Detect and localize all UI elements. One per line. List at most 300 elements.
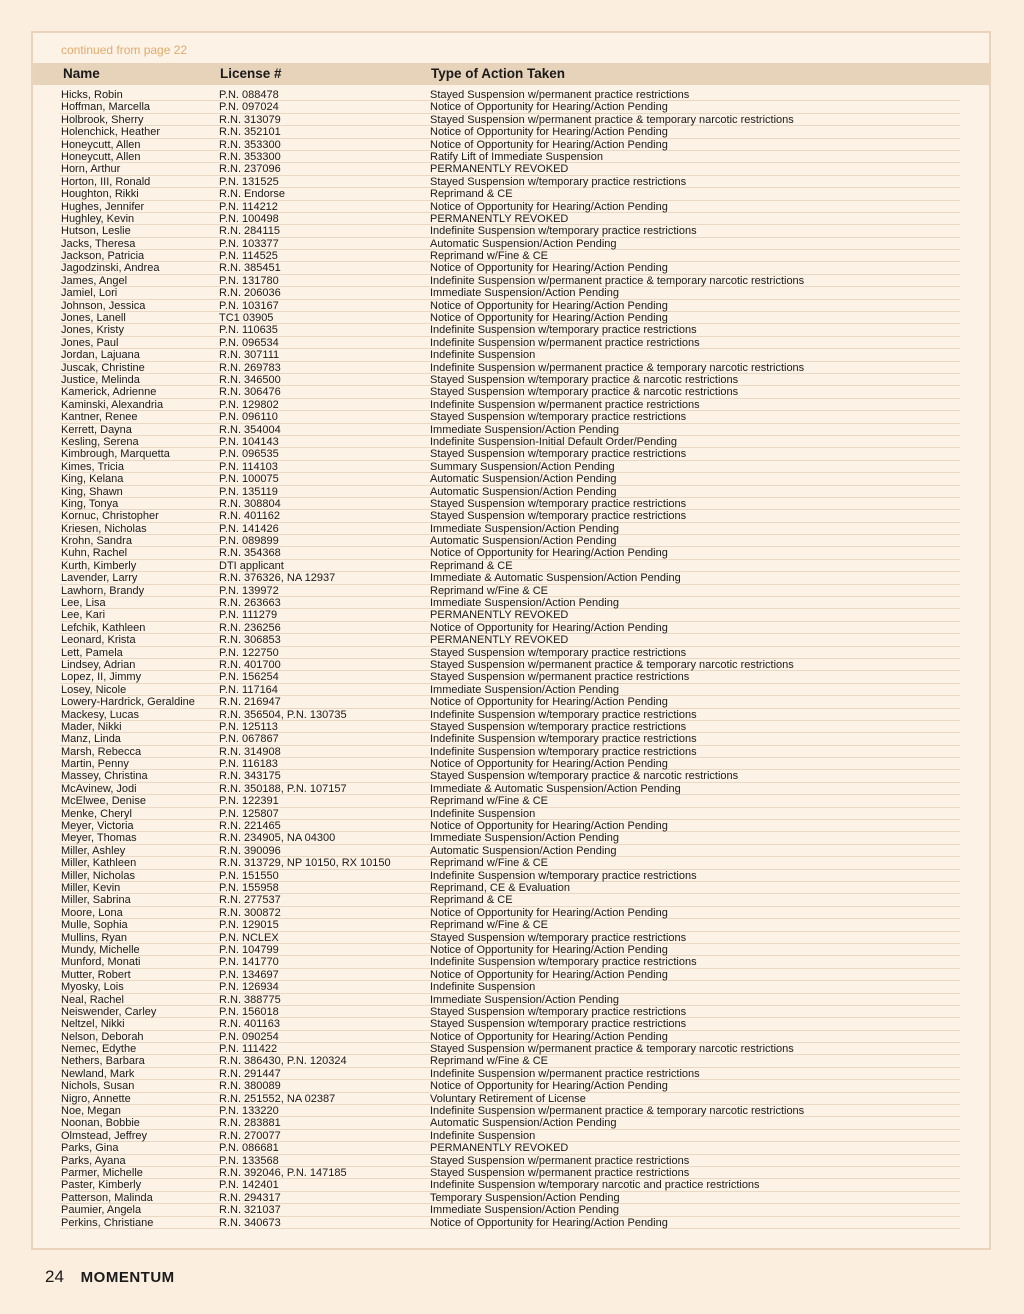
row-license: P.N. 131525 bbox=[219, 175, 279, 188]
row-action: Stayed Suspension w/temporary practice restrictions bbox=[430, 931, 687, 944]
row-license: R.N. 353300 bbox=[219, 150, 281, 163]
table-row bbox=[60, 461, 960, 473]
row-name: Miller, Ashley bbox=[61, 844, 126, 857]
row-name: Jagodzinski, Andrea bbox=[61, 262, 160, 275]
row-license: P.N. 114103 bbox=[219, 460, 278, 473]
table-row bbox=[60, 473, 960, 485]
row-license: P.N. 139972 bbox=[219, 584, 279, 597]
row-action: Indefinite Suspension w/permanent practice & temporary narcotic restrictions bbox=[430, 1105, 805, 1118]
row-name: Lee, Kari bbox=[61, 609, 106, 622]
row-action: Notice of Opportunity for Hearing/Action Pending bbox=[430, 547, 668, 560]
row-license: R.N. 237096 bbox=[219, 163, 281, 176]
row-license: P.N. 103167 bbox=[219, 299, 279, 312]
table-row bbox=[60, 894, 960, 906]
row-action: Stayed Suspension w/permanent practice & temporary narcotic restrictions bbox=[430, 658, 794, 671]
row-action: Immediate Suspension/Action Pending bbox=[430, 993, 619, 1006]
row-license: P.N. 125807 bbox=[219, 807, 279, 820]
row-name: Honeycutt, Allen bbox=[61, 138, 141, 151]
table-row bbox=[60, 696, 960, 708]
row-name: Mader, Nikki bbox=[61, 720, 122, 733]
row-license: P.N. 114212 bbox=[219, 200, 278, 213]
row-name: Parks, Ayana bbox=[61, 1154, 126, 1167]
row-action: Reprimand w/Fine & CE bbox=[430, 857, 548, 870]
row-action: Summary Suspension/Action Pending bbox=[430, 460, 615, 473]
table-row bbox=[60, 399, 960, 411]
table-row bbox=[60, 684, 960, 696]
table-row bbox=[60, 1080, 960, 1092]
row-name: Miller, Kevin bbox=[61, 882, 121, 894]
row-name: Miller, Kathleen bbox=[61, 857, 137, 870]
table-row bbox=[60, 1043, 960, 1055]
row-name: Neiswender, Carley bbox=[61, 1005, 157, 1018]
row-action: Indefinite Suspension bbox=[430, 1129, 536, 1142]
row-license: R.N. 385451 bbox=[219, 262, 281, 275]
row-action: Notice of Opportunity for Hearing/Action Pending bbox=[430, 299, 668, 312]
row-license: P.N. 133568 bbox=[219, 1154, 279, 1167]
row-license: R.N. 234905, NA 04300 bbox=[219, 832, 336, 845]
row-action: Immediate & Automatic Suspension/Action Pending bbox=[430, 572, 681, 585]
row-action: Immediate Suspension/Action Pending bbox=[430, 832, 619, 845]
row-license: P.N. 114525 bbox=[219, 250, 278, 263]
row-name: Paumier, Angela bbox=[61, 1204, 142, 1217]
row-name: Neal, Rachel bbox=[61, 993, 124, 1006]
row-action: Indefinite Suspension w/permanent practice & temporary narcotic restrictions bbox=[430, 274, 805, 287]
table-row bbox=[60, 262, 960, 274]
table-row bbox=[60, 820, 960, 832]
row-license: R.N. 306476 bbox=[219, 386, 281, 399]
row-license: R.N. 216947 bbox=[219, 696, 281, 709]
row-name: Martin, Penny bbox=[61, 758, 129, 771]
row-name: Holbrook, Sherry bbox=[61, 113, 144, 126]
table-row bbox=[60, 374, 960, 386]
row-license: R.N. 313729, NP 10150, RX 10150 bbox=[219, 857, 391, 870]
row-license: R.N. 350188, P.N. 107157 bbox=[219, 782, 347, 795]
row-license: P.N. 155958 bbox=[219, 882, 279, 894]
table-row bbox=[60, 238, 960, 250]
table-row bbox=[60, 857, 960, 869]
table-row bbox=[60, 176, 960, 188]
row-action: Notice of Opportunity for Hearing/Action Pending bbox=[430, 758, 668, 771]
row-action: Immediate & Automatic Suspension/Action Pending bbox=[430, 782, 681, 795]
table-row bbox=[60, 832, 960, 844]
row-license: R.N. 291447 bbox=[219, 1067, 281, 1080]
row-name: Lefchik, Kathleen bbox=[61, 621, 146, 634]
table-row bbox=[60, 882, 960, 894]
row-license: P.N. 090254 bbox=[219, 1030, 279, 1043]
row-action: Notice of Opportunity for Hearing/Action Pending bbox=[430, 1030, 668, 1043]
row-name: Moore, Lona bbox=[61, 906, 123, 919]
row-action: Stayed Suspension w/temporary practice & narcotic restrictions bbox=[430, 770, 739, 783]
table-header bbox=[33, 63, 989, 85]
row-license: P.N. 103377 bbox=[219, 237, 279, 250]
row-license: P.N. 133220 bbox=[219, 1105, 279, 1118]
row-name: Kimbrough, Marquetta bbox=[61, 448, 170, 461]
table-row bbox=[60, 597, 960, 609]
row-action: Immediate Suspension/Action Pending bbox=[430, 423, 619, 436]
row-license: R.N. 352101 bbox=[219, 126, 281, 139]
row-name: Mundy, Michelle bbox=[61, 943, 140, 956]
row-license: R.N. 300872 bbox=[219, 906, 281, 919]
table-row bbox=[60, 1217, 960, 1229]
row-name: Lett, Pamela bbox=[61, 646, 123, 659]
row-name: Meyer, Thomas bbox=[61, 832, 137, 845]
table-row bbox=[60, 1018, 960, 1030]
row-name: Nemec, Edythe bbox=[61, 1043, 137, 1056]
row-name: Jacks, Theresa bbox=[61, 237, 136, 250]
row-name: Leonard, Krista bbox=[61, 634, 136, 647]
row-name: Marsh, Rebecca bbox=[61, 745, 142, 758]
row-action: Indefinite Suspension w/permanent practice restrictions bbox=[430, 336, 700, 349]
row-license: R.N. 314908 bbox=[219, 745, 281, 758]
table-row bbox=[60, 770, 960, 782]
table-row bbox=[60, 275, 960, 287]
row-action: Stayed Suspension w/temporary practice restrictions bbox=[430, 1018, 687, 1031]
table-row bbox=[60, 981, 960, 993]
row-action: Notice of Opportunity for Hearing/Action Pending bbox=[430, 1216, 668, 1229]
row-name: Lawhorn, Brandy bbox=[61, 584, 145, 597]
table-row bbox=[60, 932, 960, 944]
table-row bbox=[60, 969, 960, 981]
row-action: Indefinite Suspension w/temporary narcotic and practice restrictions bbox=[430, 1179, 760, 1192]
table-row bbox=[60, 300, 960, 312]
table-row bbox=[60, 572, 960, 584]
row-action: PERMANENTLY REVOKED bbox=[430, 609, 569, 622]
page-footer bbox=[45, 1267, 175, 1287]
row-action: Automatic Suspension/Action Pending bbox=[430, 473, 617, 486]
row-name: Menke, Cheryl bbox=[61, 807, 132, 820]
row-name: Nigro, Annette bbox=[61, 1092, 131, 1105]
table-row bbox=[60, 201, 960, 213]
row-license: R.N. 284115 bbox=[219, 225, 280, 238]
row-name: Munford, Monati bbox=[61, 956, 141, 969]
content-frame bbox=[31, 31, 991, 1250]
table-row bbox=[60, 1006, 960, 1018]
row-name: Meyer, Victoria bbox=[61, 820, 134, 833]
row-license: R.N. 388775 bbox=[219, 993, 281, 1006]
row-license: R.N. 376326, NA 12937 bbox=[219, 572, 336, 585]
row-name: Kerrett, Dayna bbox=[61, 423, 132, 436]
table-row bbox=[60, 151, 960, 163]
table-row bbox=[60, 1179, 960, 1191]
table-row bbox=[60, 498, 960, 510]
table-row bbox=[60, 709, 960, 721]
row-license: P.N. 122750 bbox=[219, 646, 279, 659]
column-header-license: License # bbox=[220, 66, 282, 81]
row-action: Indefinite Suspension w/temporary practice restrictions bbox=[430, 708, 697, 721]
row-action: Indefinite Suspension w/temporary practice restrictions bbox=[430, 956, 697, 969]
row-action: Immediate Suspension/Action Pending bbox=[430, 522, 619, 535]
row-name: Nelson, Deborah bbox=[61, 1030, 144, 1043]
magazine-name: MOMENTUM bbox=[80, 1269, 175, 1286]
row-action: PERMANENTLY REVOKED bbox=[430, 1142, 569, 1155]
row-license: R.N. 354004 bbox=[219, 423, 281, 436]
row-license: R.N. 354368 bbox=[219, 547, 281, 560]
row-license: R.N. 401163 bbox=[219, 1018, 280, 1031]
row-action: Stayed Suspension w/permanent practice restrictions bbox=[430, 671, 690, 684]
row-action: Indefinite Suspension w/temporary practice restrictions bbox=[430, 869, 697, 882]
row-name: McAvinew, Jodi bbox=[61, 782, 137, 795]
row-name: Kriesen, Nicholas bbox=[61, 522, 147, 535]
row-action: Stayed Suspension w/temporary practice restrictions bbox=[430, 175, 687, 188]
row-action: Indefinite Suspension w/temporary practice restrictions bbox=[430, 745, 697, 758]
row-action: Indefinite Suspension bbox=[430, 981, 536, 994]
row-action: Automatic Suspension/Action Pending bbox=[430, 844, 617, 857]
row-name: Hoffman, Marcella bbox=[61, 101, 151, 114]
row-action: Stayed Suspension w/temporary practice restrictions bbox=[430, 1005, 687, 1018]
row-action: Indefinite Suspension bbox=[430, 349, 536, 362]
row-name: King, Kelana bbox=[61, 473, 124, 486]
table-row bbox=[60, 1192, 960, 1204]
table-row bbox=[60, 907, 960, 919]
column-header-action: Type of Action Taken bbox=[431, 66, 566, 81]
table-row bbox=[60, 994, 960, 1006]
row-action: Reprimand w/Fine & CE bbox=[430, 250, 548, 263]
row-license: P.N. 089899 bbox=[219, 535, 279, 548]
row-action: Ratify Lift of Immediate Suspension bbox=[430, 150, 604, 163]
table-row bbox=[60, 1155, 960, 1167]
row-action: Automatic Suspension/Action Pending bbox=[430, 535, 617, 548]
row-license: R.N. 313079 bbox=[219, 113, 281, 126]
row-license: P.N. 131780 bbox=[219, 274, 279, 287]
row-action: Stayed Suspension w/permanent practice & temporary narcotic restrictions bbox=[430, 1043, 794, 1056]
row-license: R.N. 380089 bbox=[219, 1080, 281, 1093]
row-license: DTI applicant bbox=[219, 559, 284, 572]
row-license: R.N. 236256 bbox=[219, 621, 281, 634]
row-action: Reprimand w/Fine & CE bbox=[430, 584, 548, 597]
row-action: Notice of Opportunity for Hearing/Action Pending bbox=[430, 1080, 668, 1093]
row-action: Stayed Suspension w/permanent practice restrictions bbox=[430, 89, 690, 101]
row-action: Reprimand, CE & Evaluation bbox=[430, 882, 571, 894]
table-row bbox=[60, 101, 960, 113]
row-license: R.N. 401162 bbox=[219, 510, 280, 523]
row-name: Honeycutt, Allen bbox=[61, 150, 141, 163]
table-row bbox=[60, 1093, 960, 1105]
row-name: Nichols, Susan bbox=[61, 1080, 135, 1093]
table-row bbox=[60, 944, 960, 956]
row-name: Nethers, Barbara bbox=[61, 1055, 145, 1068]
row-name: James, Angel bbox=[61, 274, 128, 287]
row-name: Mullins, Ryan bbox=[61, 931, 128, 944]
table-row bbox=[60, 523, 960, 535]
row-license: P.N. 156018 bbox=[219, 1005, 279, 1018]
row-action: Immediate Suspension/Action Pending bbox=[430, 683, 619, 696]
table-row bbox=[60, 634, 960, 646]
row-name: Noonan, Bobbie bbox=[61, 1117, 140, 1130]
row-license: R.N. 308804 bbox=[219, 497, 281, 510]
row-name: Hughes, Jennifer bbox=[61, 200, 145, 213]
row-name: Horton, III, Ronald bbox=[61, 175, 151, 188]
row-action: Stayed Suspension w/temporary practice restrictions bbox=[430, 646, 687, 659]
continued-note: continued from page 22 bbox=[61, 43, 188, 57]
row-name: Kimes, Tricia bbox=[61, 460, 124, 473]
table-row bbox=[60, 436, 960, 448]
row-license: TC1 03905 bbox=[219, 312, 274, 325]
row-action: Indefinite Suspension w/temporary practice restrictions bbox=[430, 733, 697, 746]
row-action: Stayed Suspension w/temporary practice restrictions bbox=[430, 720, 687, 733]
row-license: R.N. 206036 bbox=[219, 287, 281, 300]
row-name: Paster, Kimberly bbox=[61, 1179, 142, 1192]
row-action: Notice of Opportunity for Hearing/Action Pending bbox=[430, 696, 668, 709]
row-license: R.N. 392046, P.N. 147185 bbox=[219, 1166, 347, 1179]
table-row bbox=[60, 225, 960, 237]
row-action: Reprimand & CE bbox=[430, 894, 513, 907]
row-license: P.N. 067867 bbox=[219, 733, 279, 746]
row-action: Notice of Opportunity for Hearing/Action Pending bbox=[430, 312, 668, 325]
table-row bbox=[60, 783, 960, 795]
row-action: Notice of Opportunity for Hearing/Action Pending bbox=[430, 101, 668, 114]
row-name: Lavender, Larry bbox=[61, 572, 138, 585]
table-row bbox=[60, 250, 960, 262]
row-license: P.N. 134697 bbox=[219, 968, 279, 981]
row-action: Temporary Suspension/Action Pending bbox=[430, 1191, 620, 1204]
table-row bbox=[60, 1204, 960, 1216]
row-license: P.N. 111422 bbox=[219, 1043, 278, 1056]
table-row bbox=[60, 1130, 960, 1142]
row-name: Lindsey, Adrian bbox=[61, 658, 136, 671]
table-row bbox=[60, 114, 960, 126]
row-action: Immediate Suspension/Action Pending bbox=[430, 1204, 619, 1217]
row-action: Notice of Opportunity for Hearing/Action Pending bbox=[430, 200, 668, 213]
row-license: P.N. 100498 bbox=[219, 212, 279, 225]
row-name: Johnson, Jessica bbox=[61, 299, 146, 312]
row-action: Stayed Suspension w/temporary practice & narcotic restrictions bbox=[430, 386, 739, 399]
row-name: Parmer, Michelle bbox=[61, 1166, 143, 1179]
row-license: R.N. 251552, NA 02387 bbox=[219, 1092, 336, 1105]
row-license: P.N. 126934 bbox=[219, 981, 279, 994]
row-license: R.N. 283881 bbox=[219, 1117, 281, 1130]
row-license: R.N. 307111 bbox=[219, 349, 280, 362]
table-row bbox=[60, 89, 960, 101]
row-name: Justice, Melinda bbox=[61, 373, 140, 386]
row-action: Indefinite Suspension w/permanent practice & temporary narcotic restrictions bbox=[430, 361, 805, 374]
row-name: Neltzel, Nikki bbox=[61, 1018, 125, 1031]
row-action: Notice of Opportunity for Hearing/Action Pending bbox=[430, 820, 668, 833]
row-name: Mutter, Robert bbox=[61, 968, 131, 981]
table-row bbox=[60, 746, 960, 758]
row-action: PERMANENTLY REVOKED bbox=[430, 212, 569, 225]
table-row bbox=[60, 758, 960, 770]
table-row bbox=[60, 163, 960, 175]
row-name: Holenchick, Heather bbox=[61, 126, 161, 139]
table-row bbox=[60, 213, 960, 225]
row-action: Indefinite Suspension-Initial Default Order/Pending bbox=[430, 435, 678, 448]
row-action: Immediate Suspension/Action Pending bbox=[430, 597, 619, 610]
row-license: P.N. 104799 bbox=[219, 943, 279, 956]
table-row bbox=[60, 126, 960, 138]
table-row bbox=[60, 585, 960, 597]
row-name: King, Shawn bbox=[61, 485, 123, 498]
table-row bbox=[60, 1068, 960, 1080]
row-name: Lowery-Hardrick, Geraldine bbox=[61, 696, 195, 709]
table-row bbox=[60, 547, 960, 559]
row-license: R.N. 340673 bbox=[219, 1216, 281, 1229]
row-license: P.N. 125113 bbox=[219, 720, 278, 733]
table-row bbox=[60, 535, 960, 547]
table-row bbox=[60, 337, 960, 349]
row-name: Jamiel, Lori bbox=[61, 287, 118, 300]
row-name: Kaminski, Alexandria bbox=[61, 398, 164, 411]
row-name: Kornuc, Christopher bbox=[61, 510, 159, 523]
row-license: P.N. 151550 bbox=[219, 869, 279, 882]
row-action: Stayed Suspension w/temporary practice restrictions bbox=[430, 497, 687, 510]
row-name: King, Tonya bbox=[61, 497, 119, 510]
table-row bbox=[60, 733, 960, 745]
table-row bbox=[60, 287, 960, 299]
row-license: R.N. 343175 bbox=[219, 770, 281, 783]
row-name: Massey, Christina bbox=[61, 770, 148, 783]
row-license: P.N. 088478 bbox=[219, 89, 279, 101]
row-name: Krohn, Sandra bbox=[61, 535, 132, 548]
table-row bbox=[60, 1105, 960, 1117]
row-license: R.N. 386430, P.N. 120324 bbox=[219, 1055, 347, 1068]
row-name: Lopez, II, Jimmy bbox=[61, 671, 142, 684]
row-license: P.N. 110635 bbox=[219, 324, 278, 337]
row-action: Stayed Suspension w/temporary practice restrictions bbox=[430, 411, 687, 424]
row-license: P.N. 141770 bbox=[219, 956, 279, 969]
row-name: Jordan, Lajuana bbox=[61, 349, 140, 362]
row-name: Manz, Linda bbox=[61, 733, 121, 746]
row-license: P.N. 129015 bbox=[219, 919, 279, 932]
table-row bbox=[60, 956, 960, 968]
row-license: R.N. 221465 bbox=[219, 820, 281, 833]
row-action: Notice of Opportunity for Hearing/Action Pending bbox=[430, 943, 668, 956]
table-row bbox=[60, 919, 960, 931]
row-name: Jones, Lanell bbox=[61, 312, 126, 325]
row-action: Automatic Suspension/Action Pending bbox=[430, 237, 617, 250]
row-license: R.N. 401700 bbox=[219, 658, 281, 671]
table-row bbox=[60, 424, 960, 436]
table-body bbox=[33, 89, 989, 1229]
table-row bbox=[60, 721, 960, 733]
row-license: R.N. 390096 bbox=[219, 844, 281, 857]
row-action: Notice of Opportunity for Hearing/Action Pending bbox=[430, 906, 668, 919]
row-license: P.N. 097024 bbox=[219, 101, 279, 114]
row-action: Reprimand w/Fine & CE bbox=[430, 795, 548, 808]
row-name: Hicks, Robin bbox=[61, 89, 123, 101]
table-row bbox=[60, 671, 960, 683]
row-name: Olmstead, Jeffrey bbox=[61, 1129, 147, 1142]
row-name: Miller, Nicholas bbox=[61, 869, 135, 882]
row-license: P.N. 141426 bbox=[219, 522, 279, 535]
row-license: P.N. 100075 bbox=[219, 473, 279, 486]
table-row bbox=[60, 1117, 960, 1129]
row-name: Lee, Lisa bbox=[61, 597, 106, 610]
row-license: R.N. 269783 bbox=[219, 361, 281, 374]
row-name: Kurth, Kimberly bbox=[61, 559, 137, 572]
row-license: R.N. 346500 bbox=[219, 373, 281, 386]
row-action: Reprimand w/Fine & CE bbox=[430, 919, 548, 932]
row-name: Perkins, Christiane bbox=[61, 1216, 154, 1229]
row-license: P.N. 096535 bbox=[219, 448, 279, 461]
row-name: Newland, Mark bbox=[61, 1067, 135, 1080]
row-name: Parks, Gina bbox=[61, 1142, 119, 1155]
row-license: P.N. 156254 bbox=[219, 671, 279, 684]
row-license: R.N. 277537 bbox=[219, 894, 281, 907]
row-action: Indefinite Suspension w/permanent practice restrictions bbox=[430, 398, 700, 411]
row-action: Indefinite Suspension w/permanent practice restrictions bbox=[430, 1067, 700, 1080]
row-license: P.N. NCLEX bbox=[219, 931, 279, 944]
table-row bbox=[60, 609, 960, 621]
table-row bbox=[60, 486, 960, 498]
row-name: Houghton, Rikki bbox=[61, 188, 139, 201]
row-name: Myosky, Lois bbox=[61, 981, 124, 994]
row-action: PERMANENTLY REVOKED bbox=[430, 163, 569, 176]
row-action: Automatic Suspension/Action Pending bbox=[430, 1117, 617, 1130]
row-action: Notice of Opportunity for Hearing/Action Pending bbox=[430, 138, 668, 151]
row-license: R.N. 270077 bbox=[219, 1129, 281, 1142]
table-row bbox=[60, 1142, 960, 1154]
page-number: 24 bbox=[45, 1267, 64, 1286]
